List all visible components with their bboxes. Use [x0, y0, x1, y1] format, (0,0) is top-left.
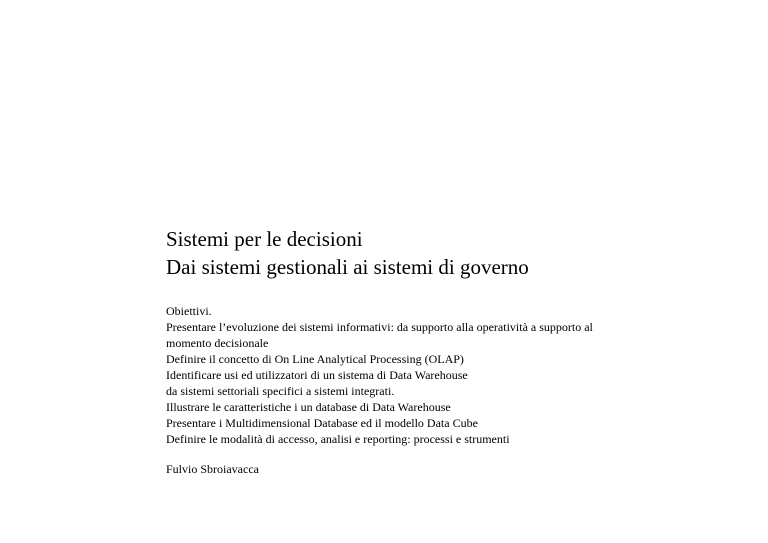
- objective-line: Identificare usi ed utilizzatori di un sistema di Data Warehouse: [166, 368, 468, 382]
- objective-line: Definire il concetto di On Line Analytical Processing (OLAP): [166, 352, 464, 366]
- objective-line: momento decisionale: [166, 336, 269, 350]
- author-name: Fulvio Sbroiavacca: [166, 462, 259, 476]
- objective-line: Definire le modalità di accesso, analisi e reporting: processi e strumenti: [166, 432, 510, 446]
- objective-line: Illustrare le caratteristiche i un database di Data Warehouse: [166, 400, 451, 414]
- objectives-heading: Obiettivi.: [166, 304, 212, 318]
- objective-line: Presentare l’evoluzione dei sistemi informativi: da supporto alla operatività a supporto al: [166, 320, 593, 334]
- title-line-1: Sistemi per le decisioni: [166, 227, 363, 251]
- objective-line: Presentare i Multidimensional Database ed il modello Data Cube: [166, 416, 478, 430]
- title-line-2: Dai sistemi gestionali ai sistemi di governo: [166, 255, 529, 279]
- slide-title: [166, 225, 529, 281]
- objective-line: da sistemi settoriali specifici a sistemi integrati.: [166, 384, 395, 398]
- objectives-section: [166, 303, 726, 447]
